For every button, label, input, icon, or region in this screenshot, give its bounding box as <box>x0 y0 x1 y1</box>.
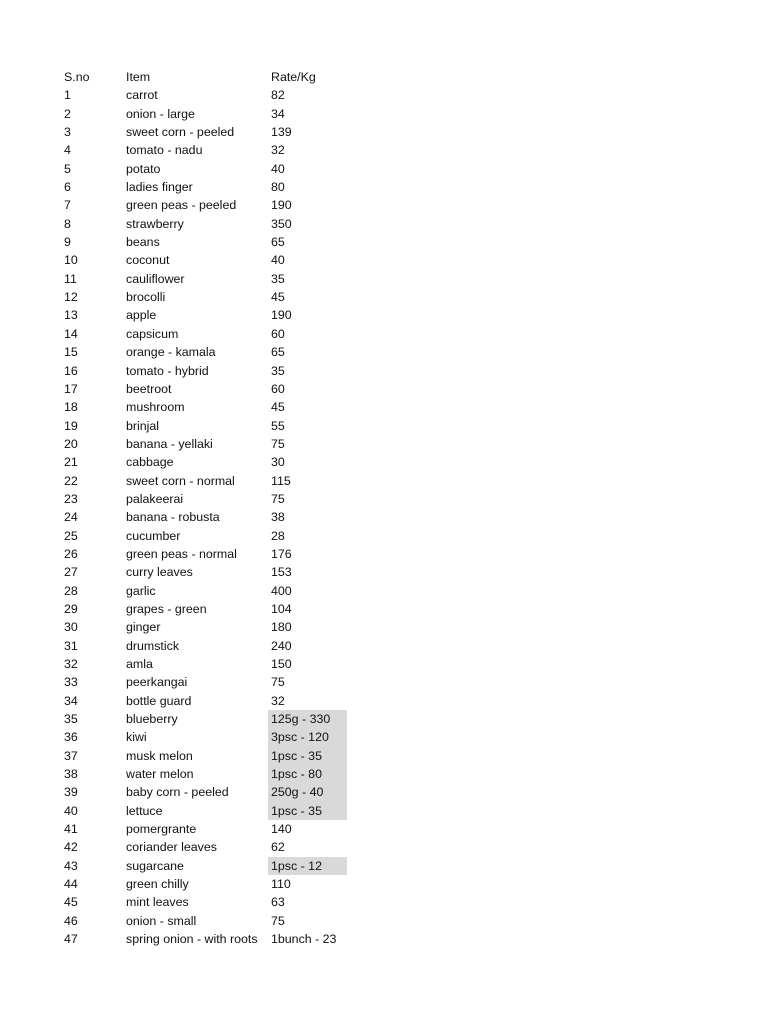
cell-item: capsicum <box>126 326 179 341</box>
cell-rate: 75 <box>271 675 285 690</box>
cell-sno: 9 <box>64 235 71 250</box>
cell-rate: 55 <box>271 418 285 433</box>
table-row <box>61 875 347 893</box>
cell-sno: 35 <box>64 712 78 727</box>
cell-item: green peas - normal <box>126 546 237 561</box>
cell-sno: 45 <box>64 895 78 910</box>
table-row <box>61 343 347 361</box>
cell-item: ladies finger <box>126 180 193 195</box>
table-row <box>61 233 347 251</box>
table-row <box>61 783 347 801</box>
cell-item: mint leaves <box>126 895 189 910</box>
cell-sno: 37 <box>64 748 78 763</box>
table-row <box>61 508 347 526</box>
cell-sno: 25 <box>64 528 78 543</box>
cell-item: tomato - nadu <box>126 143 203 158</box>
cell-rate: 60 <box>271 326 285 341</box>
cell-item: coriander leaves <box>126 840 217 855</box>
cell-item: sugarcane <box>126 858 184 873</box>
cell-rate: 32 <box>271 693 285 708</box>
cell-item: cabbage <box>126 455 174 470</box>
cell-sno: 46 <box>64 913 78 928</box>
cell-sno: 8 <box>64 216 71 231</box>
cell-item: pomergrante <box>126 822 197 837</box>
cell-item: apple <box>126 308 157 323</box>
table-row <box>61 306 347 324</box>
cell-item: banana - robusta <box>126 510 220 525</box>
cell-rate: 400 <box>271 583 292 598</box>
cell-rate: 63 <box>271 895 285 910</box>
cell-rate: 1psc - 12 <box>268 857 347 875</box>
cell-sno: 2 <box>64 106 71 121</box>
cell-sno: 21 <box>64 455 78 470</box>
cell-sno: 1 <box>64 88 71 103</box>
cell-rate: 1psc - 80 <box>268 765 347 783</box>
cell-rate: 38 <box>271 510 285 525</box>
cell-sno: 19 <box>64 418 78 433</box>
cell-sno: 44 <box>64 877 78 892</box>
table-row <box>61 527 347 545</box>
cell-item: sweet corn - peeled <box>126 125 235 140</box>
cell-sno: 17 <box>64 381 78 396</box>
table-row <box>61 270 347 288</box>
table-row <box>61 600 347 618</box>
table-row <box>61 105 347 123</box>
cell-sno: 6 <box>64 180 71 195</box>
header-item: Item <box>126 70 151 84</box>
table-row <box>61 765 347 783</box>
table-row <box>61 710 347 728</box>
table-row <box>61 838 347 856</box>
cell-item: sweet corn - normal <box>126 473 235 488</box>
cell-sno: 41 <box>64 822 78 837</box>
cell-rate: 3psc - 120 <box>268 728 347 746</box>
table-body <box>61 86 347 948</box>
cell-rate: 60 <box>271 381 285 396</box>
cell-item: blueberry <box>126 712 178 727</box>
cell-rate: 82 <box>271 88 285 103</box>
cell-rate: 40 <box>271 161 285 176</box>
cell-rate: 176 <box>271 546 292 561</box>
cell-item: kiwi <box>126 730 147 745</box>
table-row <box>61 582 347 600</box>
table-row <box>61 655 347 673</box>
cell-rate: 139 <box>271 125 292 140</box>
cell-rate: 250g - 40 <box>268 783 347 801</box>
cell-rate: 75 <box>271 491 285 506</box>
table-row <box>61 435 347 453</box>
cell-rate: 110 <box>271 877 291 892</box>
cell-rate: 240 <box>271 638 292 653</box>
cell-rate: 62 <box>271 840 285 855</box>
cell-item: amla <box>126 657 153 671</box>
table-row <box>61 362 347 380</box>
table-row <box>61 692 347 710</box>
cell-rate: 32 <box>271 143 285 158</box>
cell-item: brinjal <box>126 418 160 433</box>
cell-rate: 153 <box>271 565 292 580</box>
cell-item: musk melon <box>126 748 193 763</box>
cell-item: orange - kamala <box>126 345 216 360</box>
cell-rate: 115 <box>271 473 291 488</box>
cell-item: carrot <box>126 88 158 103</box>
table-row <box>61 728 347 746</box>
cell-item: palakeerai <box>126 491 184 506</box>
table-row <box>61 178 347 196</box>
cell-rate: 80 <box>271 180 285 195</box>
cell-rate: 75 <box>271 913 285 928</box>
table-row <box>61 893 347 911</box>
cell-sno: 36 <box>64 730 78 745</box>
table-row <box>61 545 347 563</box>
table-row <box>61 141 347 159</box>
cell-item: onion - small <box>126 913 197 928</box>
cell-item: drumstick <box>126 638 180 653</box>
table-row <box>61 618 347 636</box>
cell-sno: 7 <box>64 198 71 213</box>
cell-rate: 350 <box>271 216 292 231</box>
cell-rate: 180 <box>271 620 292 635</box>
table-row <box>61 912 347 930</box>
cell-rate: 34 <box>271 106 285 121</box>
table-row <box>61 673 347 691</box>
cell-item: green chilly <box>126 877 189 892</box>
table-row <box>61 472 347 490</box>
cell-rate: 190 <box>271 308 292 323</box>
table-row <box>61 380 347 398</box>
cell-item: potato <box>126 161 161 176</box>
table-row <box>61 86 347 104</box>
table-row <box>61 802 347 820</box>
cell-rate: 45 <box>271 290 285 305</box>
cell-rate: 190 <box>271 198 292 213</box>
cell-sno: 43 <box>64 858 78 873</box>
cell-sno: 29 <box>64 601 78 616</box>
table-row <box>61 453 347 471</box>
cell-rate: 1psc - 35 <box>268 747 347 765</box>
cell-sno: 27 <box>64 565 78 580</box>
cell-item: water melon <box>126 767 194 782</box>
cell-item: onion - large <box>126 106 195 121</box>
price-table <box>61 68 347 949</box>
cell-item: beans <box>126 235 160 250</box>
cell-rate: 1psc - 35 <box>268 802 347 820</box>
cell-sno: 23 <box>64 491 78 506</box>
table-row <box>61 325 347 343</box>
table-row <box>61 490 347 508</box>
cell-sno: 15 <box>64 345 78 360</box>
cell-item: green peas - peeled <box>126 198 237 213</box>
table-row <box>61 857 347 875</box>
cell-rate: 30 <box>271 455 285 470</box>
cell-sno: 11 <box>64 271 77 286</box>
cell-item: strawberry <box>126 216 184 231</box>
cell-item: brocolli <box>126 290 166 305</box>
table-row <box>61 215 347 233</box>
table-row <box>61 251 347 269</box>
cell-sno: 22 <box>64 473 78 488</box>
header-sno: S.no <box>64 70 90 84</box>
cell-sno: 47 <box>64 932 78 947</box>
cell-item: ginger <box>126 620 161 635</box>
cell-sno: 4 <box>64 143 71 158</box>
cell-item: cucumber <box>126 528 181 543</box>
cell-rate: 75 <box>271 436 285 451</box>
cell-sno: 3 <box>64 125 71 140</box>
cell-rate: 140 <box>271 822 292 837</box>
cell-item: spring onion - with roots <box>126 932 258 947</box>
cell-rate: 35 <box>271 363 285 378</box>
table-row <box>61 637 347 655</box>
cell-sno: 38 <box>64 767 78 782</box>
cell-item: baby corn - peeled <box>126 785 229 800</box>
cell-sno: 5 <box>64 161 71 176</box>
table-row <box>61 288 347 306</box>
cell-sno: 39 <box>64 785 78 800</box>
cell-rate: 28 <box>271 528 285 543</box>
cell-sno: 33 <box>64 675 78 690</box>
cell-item: lettuce <box>126 803 163 818</box>
cell-rate: 1bunch - 23 <box>271 932 337 947</box>
cell-sno: 24 <box>64 510 78 525</box>
cell-sno: 14 <box>64 326 78 341</box>
cell-item: peerkangai <box>126 675 188 690</box>
cell-rate: 150 <box>271 657 292 671</box>
cell-sno: 34 <box>64 693 78 708</box>
cell-item: curry leaves <box>126 565 193 580</box>
cell-sno: 28 <box>64 583 78 598</box>
cell-sno: 26 <box>64 546 78 561</box>
cell-sno: 30 <box>64 620 78 635</box>
cell-rate: 104 <box>271 601 292 616</box>
cell-item: grapes - green <box>126 601 207 616</box>
cell-sno: 12 <box>64 290 78 305</box>
cell-item: beetroot <box>126 381 172 396</box>
table-row <box>61 747 347 765</box>
cell-rate: 35 <box>271 271 285 286</box>
cell-sno: 32 <box>64 657 78 671</box>
cell-item: bottle guard <box>126 693 192 708</box>
cell-item: mushroom <box>126 400 185 415</box>
cell-sno: 16 <box>64 363 78 378</box>
table-row <box>61 820 347 838</box>
cell-rate: 65 <box>271 235 285 250</box>
table-row <box>61 160 347 178</box>
cell-item: cauliflower <box>126 271 185 286</box>
table-header-row <box>61 68 347 86</box>
table-row <box>61 417 347 435</box>
cell-rate: 40 <box>271 253 285 268</box>
table-row <box>61 398 347 416</box>
cell-sno: 20 <box>64 436 78 451</box>
cell-item: coconut <box>126 253 170 268</box>
table-row <box>61 123 347 141</box>
cell-rate: 65 <box>271 345 285 360</box>
table-row <box>61 930 347 948</box>
table-row <box>61 196 347 214</box>
cell-sno: 18 <box>64 400 78 415</box>
cell-rate: 45 <box>271 400 285 415</box>
cell-sno: 40 <box>64 803 78 818</box>
header-rate: Rate/Kg <box>271 70 316 84</box>
cell-sno: 13 <box>64 308 78 323</box>
cell-sno: 31 <box>64 638 78 653</box>
table-row <box>61 563 347 581</box>
cell-sno: 42 <box>64 840 78 855</box>
cell-item: banana - yellaki <box>126 436 213 451</box>
cell-rate: 125g - 330 <box>268 710 347 728</box>
cell-sno: 10 <box>64 253 78 268</box>
cell-item: tomato - hybrid <box>126 363 209 378</box>
cell-item: garlic <box>126 583 156 598</box>
